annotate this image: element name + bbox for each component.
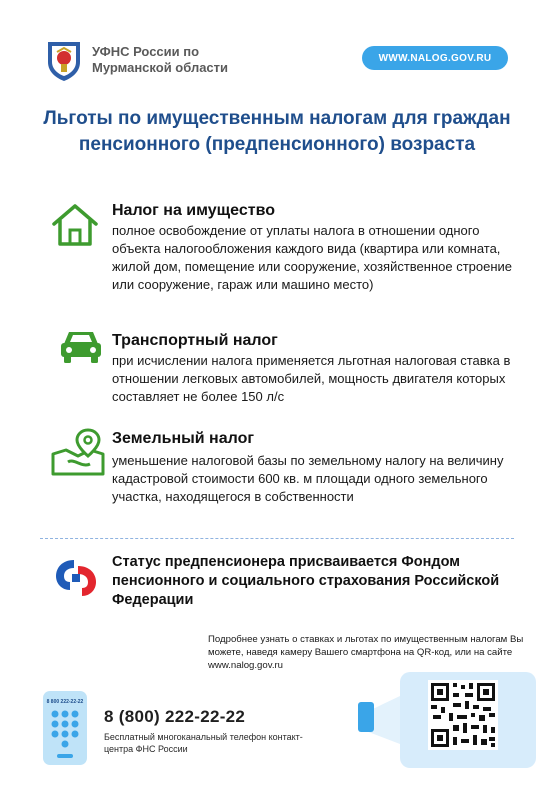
house-icon	[50, 200, 100, 250]
benefit-title: Транспортный налог	[112, 332, 278, 349]
benefit-text: при исчислении налога применяется льготная налоговая ставка в отношении легковых автомобилей, мощность двигателя которых составляет не более 150 л/с	[112, 353, 511, 404]
status-text: Статус предпенсионера присваивается Фондом пенсионного и социального страхования Российской Федерации	[112, 554, 500, 608]
fns-emblem-icon	[44, 38, 84, 82]
site-url-link[interactable]: WWW.NALOG.GOV.RU	[362, 46, 508, 70]
more-info-text: Подробнее узнать о ставках и льготах по имущественным налогам Вы можете, наведя камеру Вашего смартфона на QR-код, или на сайте www.nalog.gov.ru	[208, 634, 524, 671]
org-name: УФНС России по Мурманской области	[92, 44, 229, 75]
phone-scan-icon	[358, 702, 374, 732]
hotline-phone[interactable]: 8 (800) 222-22-22	[104, 707, 246, 726]
sfr-logo-icon	[48, 556, 104, 600]
car-icon	[58, 326, 104, 366]
benefit-title: Земельный налог	[112, 430, 255, 447]
dashed-divider	[40, 538, 514, 539]
land-pin-icon	[50, 428, 106, 476]
page-title: Льготы по имущественным налогам для граждан пенсионного (предпенсионного) возраста	[43, 108, 511, 155]
benefit-text: полное освобождение от уплаты налога в отношении одного объекта налогообложения каждого вида (квартира или комната, жилой дом, помещение или сооружение, хозяйственное строение или сооружение, гараж или машино место)	[112, 223, 513, 292]
qr-code-panel[interactable]	[358, 670, 538, 770]
benefit-title: Налог на имущество	[112, 202, 275, 219]
benefit-text: уменьшение налоговой базы по земельному налогу на величину кадастровой стоимости 600 кв. м площади одного земельного участка, находящегося в собственности	[112, 453, 504, 504]
phone-screen-number: 8 800 222-22-22	[46, 699, 84, 705]
smartphone-icon	[42, 690, 88, 766]
hotline-description: Бесплатный многоканальный телефон контакт-центра ФНС России	[104, 732, 303, 754]
